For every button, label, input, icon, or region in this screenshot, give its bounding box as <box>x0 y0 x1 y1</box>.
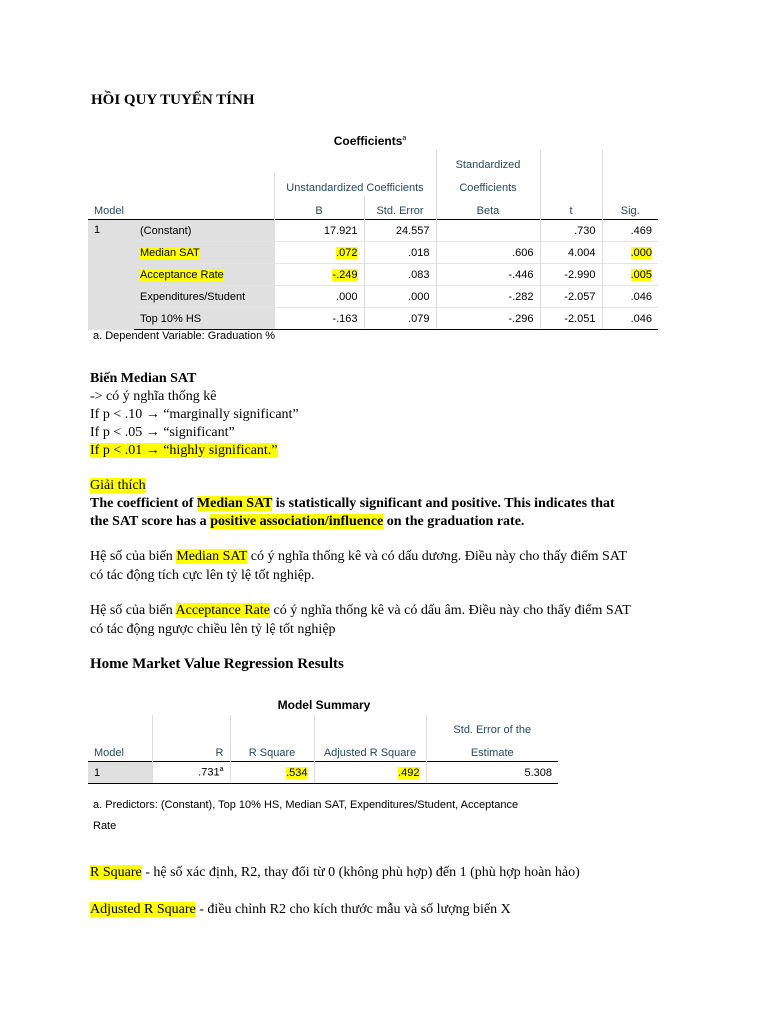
model-summary-table <box>88 715 558 784</box>
unstd-coef-header: Unstandardized Coefficients <box>274 173 436 196</box>
page-heading: HỒI QUY TUYẾN TÍNH <box>91 92 255 108</box>
cell-beta: -.296 <box>436 308 540 330</box>
cell-t: .730 <box>540 220 602 242</box>
row-label: (Constant) <box>134 220 274 242</box>
explanation-vn1-line1: Hệ số của biến Median SAT có ý nghĩa thống kê và có dấu dương. Điều này cho thấy điểm SAT <box>90 549 627 564</box>
see-header-2: Estimate <box>426 738 558 762</box>
cell-beta: -.282 <box>436 286 540 308</box>
cell-see: 5.308 <box>426 762 558 784</box>
explanation-vn2-line1: Hệ số của biến Acceptance Rate có ý nghĩa thống kê và có dấu âm. Điều này cho thấy điểm SAT <box>90 603 631 618</box>
table-row <box>88 286 658 308</box>
cell-t: -2.990 <box>540 264 602 286</box>
table-row <box>88 308 658 330</box>
cell-t: -2.051 <box>540 308 602 330</box>
ms-model-header: Model <box>94 747 124 759</box>
home-heading: Home Market Value Regression Results <box>90 656 344 672</box>
cell-sig: .046 <box>602 308 658 330</box>
cell-t: 4.004 <box>540 242 602 264</box>
std-coef-header-1: Standardized <box>436 150 540 173</box>
cell-se: .083 <box>364 264 436 286</box>
cell-adj-r-square: .492 <box>398 766 420 779</box>
bien-line: -> có ý nghĩa thống kê <box>90 389 217 404</box>
explanation-en-line2: the SAT score has a positive association/influence on the graduation rate. <box>90 514 525 529</box>
cell-se: .079 <box>364 308 436 330</box>
model-header: Model <box>94 205 124 217</box>
model-summary-footnote-2: Rate <box>93 820 117 832</box>
row-label: Expenditures/Student <box>134 286 274 308</box>
cell-se: .018 <box>364 242 436 264</box>
model-number: 1 <box>88 220 134 330</box>
std-error-header: Std. Error <box>364 196 436 220</box>
cell-t: -2.057 <box>540 286 602 308</box>
cell-b: -.163 <box>274 308 364 330</box>
cell-sig: .469 <box>602 220 658 242</box>
cell-sig: .005 <box>630 268 652 281</box>
r-square-header: R Square <box>230 738 314 762</box>
see-header-1: Std. Error of the <box>426 715 558 738</box>
beta-header: Beta <box>436 196 540 220</box>
row-label: Top 10% HS <box>134 308 274 330</box>
bien-title: Biến Median SAT <box>90 371 197 386</box>
cell-beta: .606 <box>436 242 540 264</box>
row-label: Acceptance Rate <box>140 268 224 281</box>
r-square-definition: R Square - hệ số xác định, R2, thay đổi từ 0 (không phù hợp) đến 1 (phù hợp hoàn hảo) <box>90 865 580 880</box>
bien-line: If p < .05 → “significant” <box>90 425 235 440</box>
std-coef-header-2: Coefficients <box>436 173 540 196</box>
cell-b: -.249 <box>332 268 358 281</box>
cell-se: .000 <box>364 286 436 308</box>
row-label: Median SAT <box>140 246 200 259</box>
sig-header: Sig. <box>602 196 658 220</box>
explanation-en-line1: The coefficient of Median SAT is statistically significant and positive. This indicates that <box>90 496 615 511</box>
cell-b: 17.921 <box>274 220 364 242</box>
table-row <box>88 220 658 242</box>
t-header: t <box>540 196 602 220</box>
cell-sig: .046 <box>602 286 658 308</box>
coefficients-title: Coefficients$^a$ <box>333 134 407 148</box>
cell-b: .072 <box>336 246 358 259</box>
b-header: B <box>274 196 364 220</box>
table-row <box>88 264 658 286</box>
adj-r-square-definition: Adjusted R Square - điều chỉnh R2 cho kích thước mẫu và số lượng biến X <box>90 902 511 917</box>
model-summary-title: Model Summary <box>277 698 371 712</box>
model-summary-footnote-1: a. Predictors: (Constant), Top 10% HS, Median SAT, Expenditures/Student, Acceptance <box>93 799 519 811</box>
cell-sig: .000 <box>630 246 652 259</box>
cell-r-square: .534 <box>286 766 308 779</box>
coefficients-footnote: a. Dependent Variable: Graduation % <box>93 330 276 342</box>
cell-b: .000 <box>274 286 364 308</box>
cell-r: .731$^a$ <box>152 762 230 784</box>
cell-beta <box>436 220 540 242</box>
coefficients-table <box>88 150 658 330</box>
adj-r-square-header: Adjusted R Square <box>314 738 426 762</box>
cell-se: 24.557 <box>364 220 436 242</box>
explanation-vn1-line2: có tác động tích cực lên tỷ lệ tốt nghiệp. <box>90 568 315 583</box>
r-header: R <box>152 738 230 762</box>
bien-line: If p < .10 → “marginally significant” <box>90 407 299 422</box>
explanation-vn2-line2: có tác động ngược chiều lên tỷ lệ tốt nghiệp <box>90 622 336 637</box>
table-row <box>88 762 558 784</box>
cell-beta: -.446 <box>436 264 540 286</box>
ms-model-number: 1 <box>88 762 152 784</box>
bien-line-highlight: If p < .01 → “highly significant.” <box>90 443 278 458</box>
giai-thich-label: Giải thích <box>90 478 146 493</box>
table-row <box>88 242 658 264</box>
